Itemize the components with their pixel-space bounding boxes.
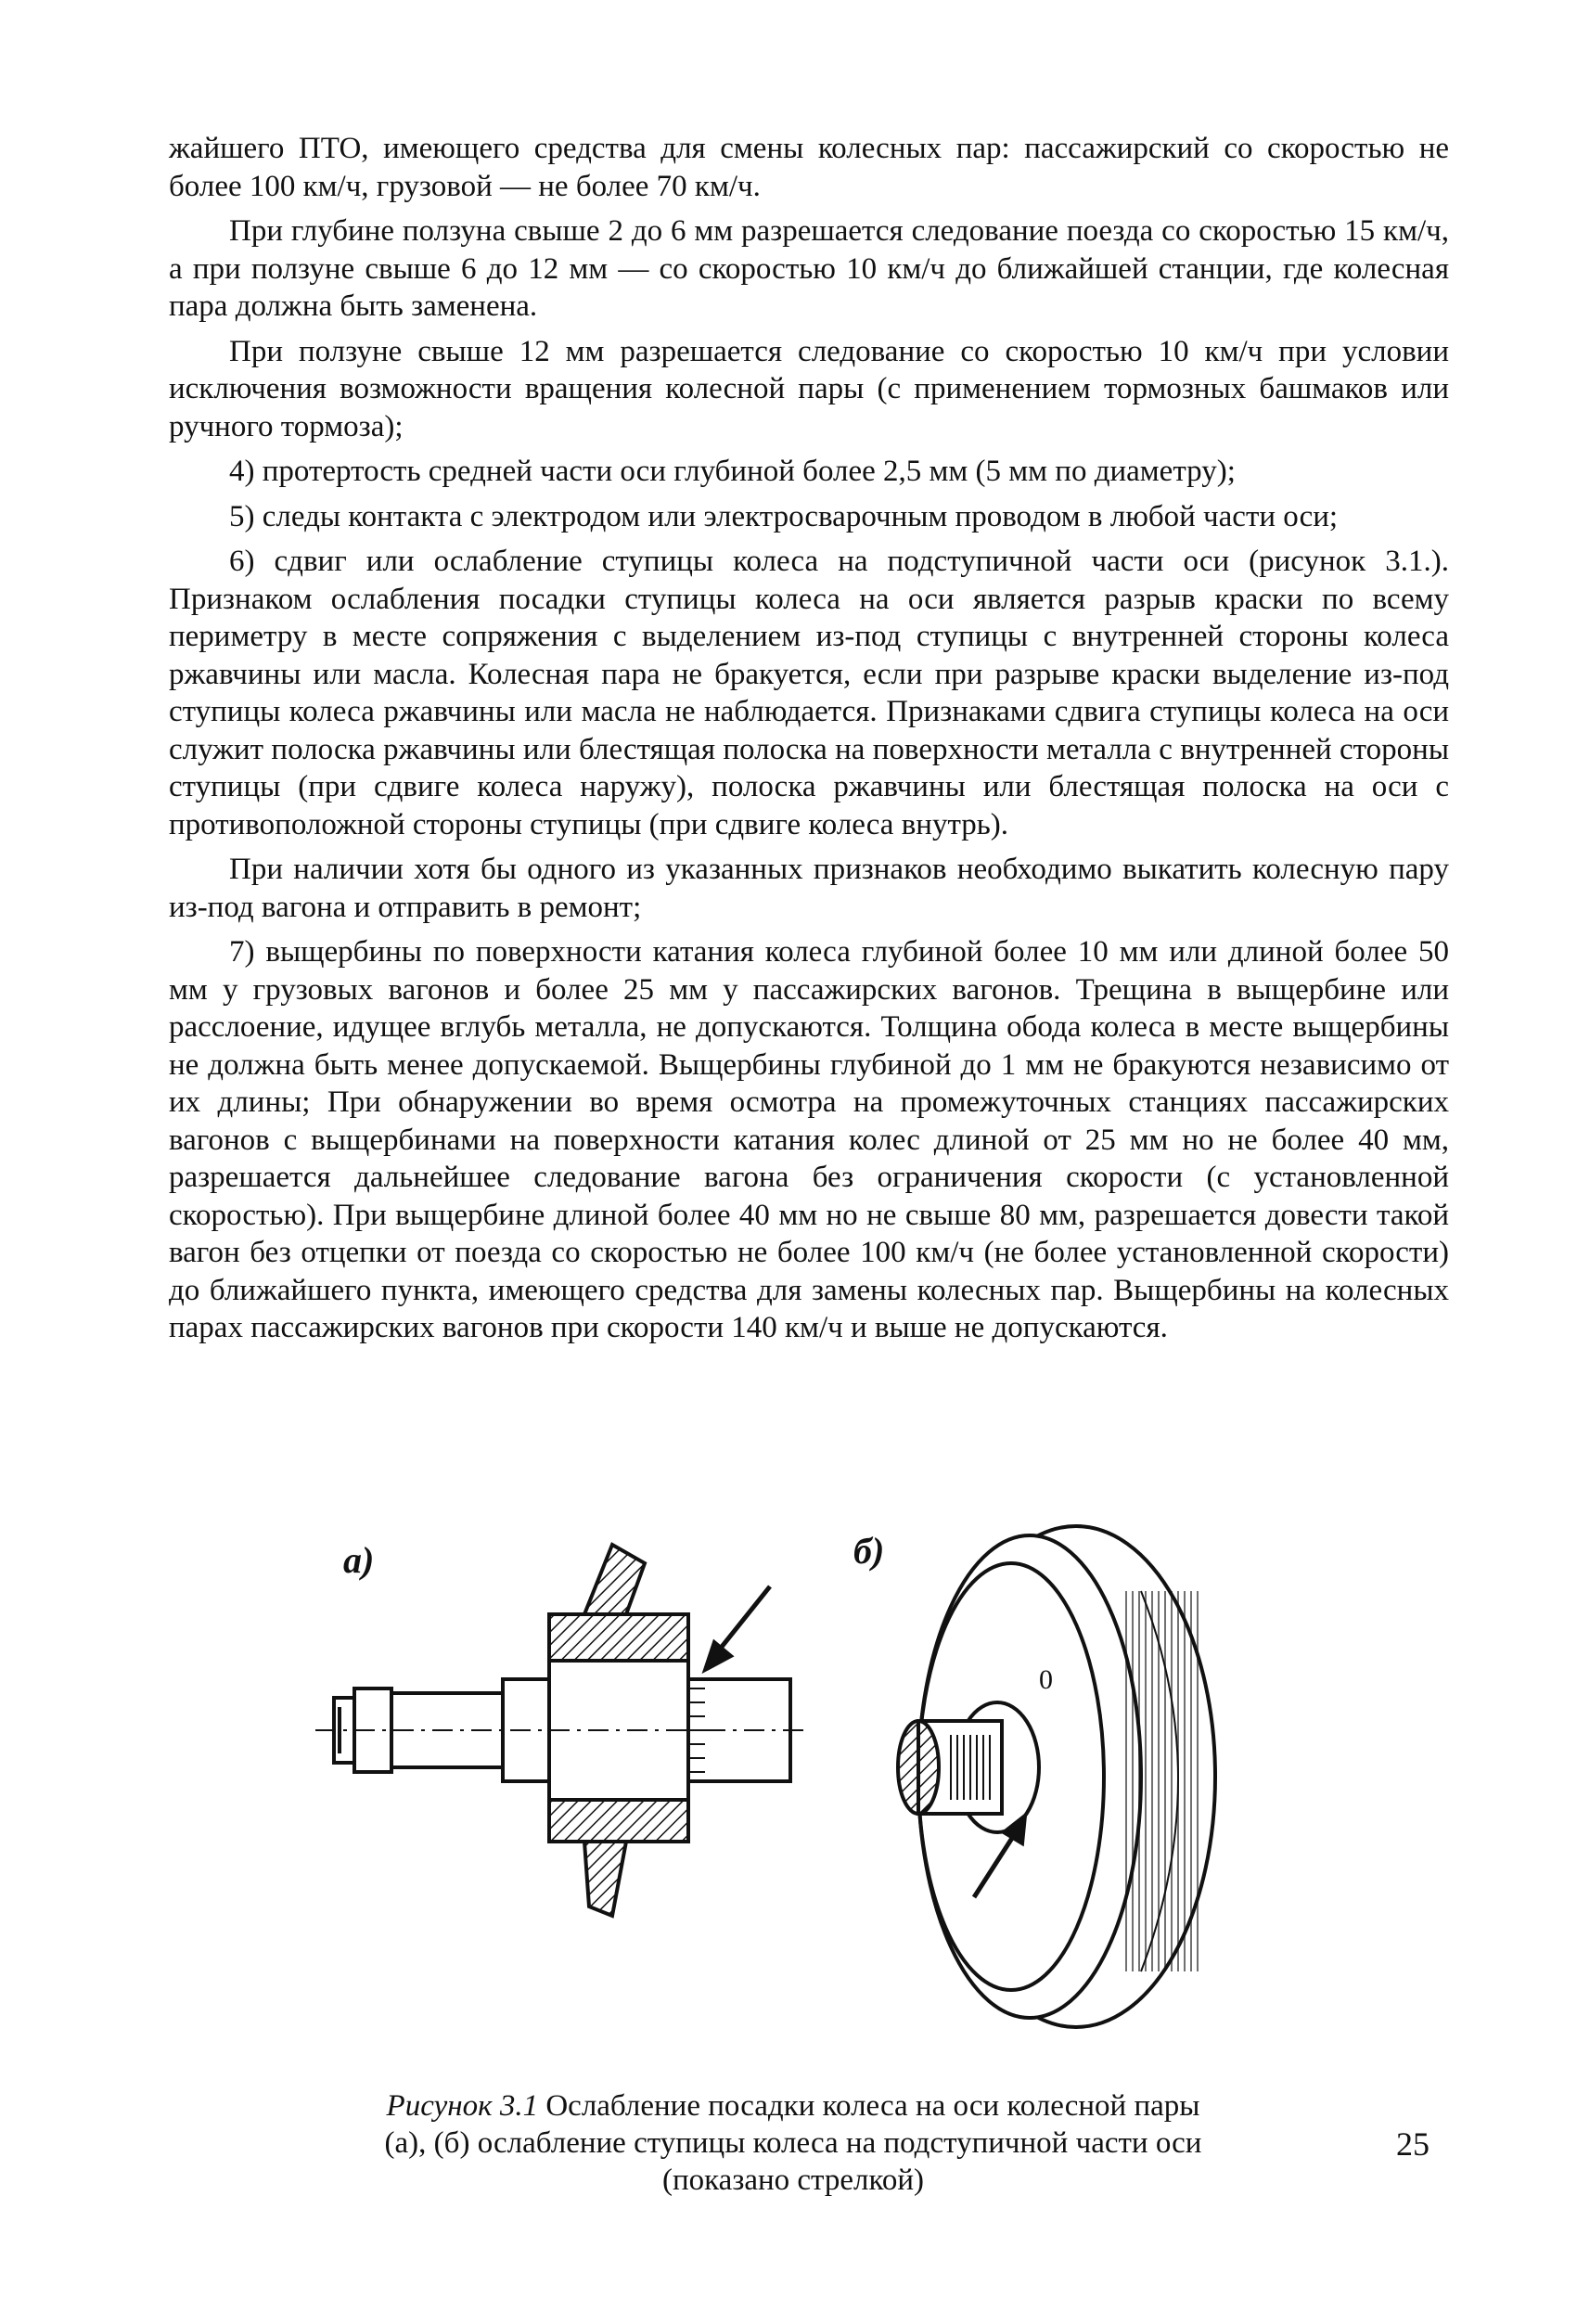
- caption-line-2: (а), (б) ослабление ступицы колеса на подступичной части оси: [384, 2126, 1202, 2160]
- label-a: а): [343, 1539, 375, 1581]
- label-b: б): [853, 1530, 885, 1572]
- paragraph: 6) сдвиг или ослабление ступицы колеса на подступичной части оси (рисунок 3.1.). Признаком ослабления посадки ступицы колеса на оси является разрыв краски по всему периметру в месте сопряжения с выделением из-под ступицы с внутренней стороны колеса ржавчины или масла. Колесная пара не бракуется, если при разрыве краски выделение из-под ступицы колеса ржавчины или масла не наблюдается. Признаками сдвига ступицы колеса на оси служит полоска ржавчины или блестящая полоска на поверхности металла с внутренней стороны ступицы (при сдвиге колеса наружу), полоска ржавчины или блестящая полоска на оси с противоположной стороны ступицы (при сдвиге колеса внутрь).: [169, 545, 1449, 841]
- paragraph: При наличии хотя бы одного из указанных признаков необходимо выкатить колесную пару из-под вагона и отправить в ремонт;: [169, 853, 1449, 924]
- caption-line-1: [306, 2087, 1280, 2125]
- paragraph: 5) следы контакта с электродом или электросварочным проводом в любой части оси;: [229, 499, 1339, 533]
- caption-line-3: (показано стрелкой): [661, 2164, 924, 2197]
- paragraph: жайшего ПТО, имеющего средства для смены колесных пар: пассажирский со скоростью не более 100 км/ч, грузовой — не более 70 км/ч.: [169, 132, 1449, 203]
- wheel-mark: 0: [1039, 1664, 1053, 1695]
- axle-drawing-a: [315, 1545, 807, 1916]
- caption-text: Ослабление посадки колеса на оси колесной пары: [538, 2089, 1200, 2123]
- figure-drawing: [306, 1508, 1280, 2064]
- figure-3-1: [306, 1508, 1280, 2324]
- page-number: 25: [1396, 2125, 1430, 2163]
- paragraph: При глубине ползуна свыше 2 до 6 мм разрешается следование поезда со скоростью 15 км/ч, а при ползуне свыше 6 до 12 мм — со скоростью 10 км/ч до ближайшей станции, где колесная пара должна быть заменена.: [169, 214, 1449, 323]
- paragraph: 7) выщербины по поверхности катания колеса глубиной более 10 мм или длиной более 50 мм у грузовых вагонов и более 25 мм у пассажирских вагонов. Трещина в выщербине или расслоение, идущее вглубь металла, не допускаются. Толщина обода колеса в месте выщербины не должна быть менее допускаемой. Выщербины глубиной до 1 мм не бракуются независимо от их длины; При обнаружении во время осмотра на промежуточных станциях пассажирских вагонов с выщербинами на поверхности катания колес длиной от 25 мм но не более 40 мм, разрешается дальнейшее следование вагона без ограничения скорости (с установленной скоростью). При выщербине длиной более 40 мм но не свыше 80 мм, разрешается довести такой вагон без отцепки от поезда со скоростью не более 100 км/ч (не более установленной скорости) до ближайшего пункта, имеющего средства для замены колесных пар. Выщербины на колесных парах пассажирских вагонов при скорости 140 км/ч и выше не допускаются.: [169, 935, 1449, 1344]
- paragraph: 4) протертость средней части оси глубиной более 2,5 мм (5 мм по диаметру);: [229, 455, 1236, 488]
- caption-lead: Рисунок 3.1: [386, 2089, 539, 2123]
- figure-caption: [306, 2087, 1280, 2199]
- wheel-drawing-b: [898, 1526, 1215, 2027]
- body-text: [169, 130, 1449, 1355]
- paragraph: При ползуне свыше 12 мм разрешается следование со скоростью 10 км/ч при условии исключения возможности вращения колесной пары (с применением тормозных башмаков или ручного тормоза);: [169, 334, 1449, 443]
